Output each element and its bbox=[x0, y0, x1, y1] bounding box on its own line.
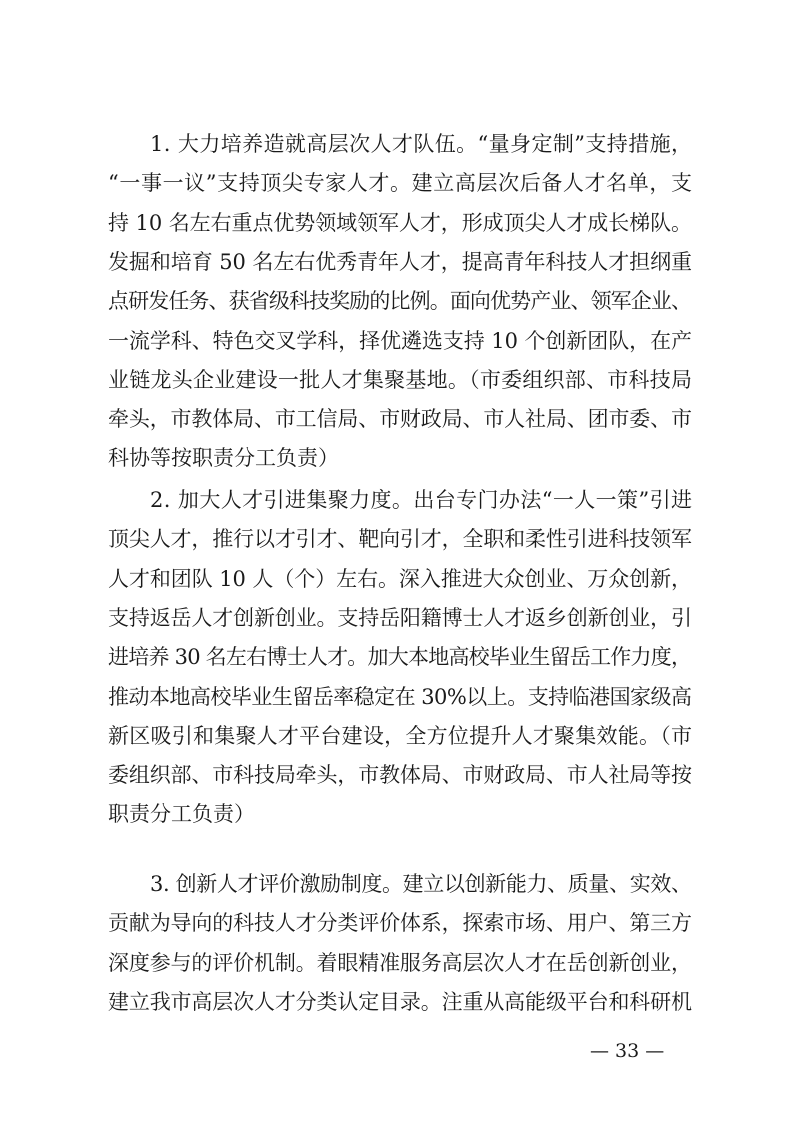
line-text: 支持返岳人才创新创业。支持岳阳籍博士人才返乡创新创业，引 bbox=[108, 605, 692, 630]
line-text: 新区吸引和集聚人才平台建设，全方位提升人才聚集效能。（市 bbox=[108, 723, 693, 748]
line-text: 委组织部、市科技局牵头，市教体局、市财政局、市人社局等按 bbox=[108, 763, 692, 788]
line-text: “一事一议”支持顶尖专家人才。建立高层次后备人才名单，支 bbox=[108, 171, 693, 196]
paragraph-2-line bbox=[0, 718, 793, 754]
paragraph-1-line bbox=[0, 440, 793, 476]
paragraph-1-line bbox=[0, 362, 793, 398]
paragraph-3-line bbox=[0, 984, 793, 1020]
paragraph-1-line bbox=[0, 126, 793, 162]
paragraph-2-line bbox=[0, 521, 793, 557]
paragraph-3-line bbox=[0, 866, 793, 902]
paragraph-2-line bbox=[0, 639, 793, 675]
paragraph-2-line bbox=[0, 796, 793, 832]
line-text: 职责分工负责） bbox=[108, 802, 255, 827]
paragraph-1-line bbox=[0, 401, 793, 437]
line-text: 贡献为导向的科技人才分类评价体系，探索市场、用户、第三方 bbox=[108, 911, 692, 936]
paragraph-1-line bbox=[0, 323, 793, 359]
line-text: 1. 大力培养造就高层次人才队伍。“量身定制”支持措施， bbox=[150, 132, 693, 156]
line-text: 科协等按职责分工负责） bbox=[108, 446, 339, 471]
line-text: 顶尖人才，推行以才引才、靶向引才，全职和柔性引进科技领军 bbox=[108, 527, 692, 552]
paragraph-2-line bbox=[0, 561, 793, 597]
line-text: 建立我市高层次人才分类认定目录。注重从高能级平台和科研机 bbox=[108, 989, 692, 1014]
paragraph-3-line bbox=[0, 905, 793, 941]
line-text: 点研发任务、获省级科技奖励的比例。面向优势产业、领军企业、 bbox=[108, 289, 692, 314]
paragraph-2-line bbox=[0, 600, 793, 636]
paragraph-1-line bbox=[0, 165, 793, 201]
paragraph-2-line bbox=[0, 482, 793, 518]
line-text: 推动本地高校毕业生留岳率稳定在 30%以上。支持临港国家级高 bbox=[108, 684, 692, 709]
paragraph-3-line bbox=[0, 945, 793, 981]
line-text: 业链龙头企业建设一批人才集聚基地。（市委组织部、市科技局 bbox=[108, 367, 693, 392]
line-text: 一流学科、特色交叉学科，择优遴选支持 10 个创新团队，在产 bbox=[108, 328, 692, 353]
paragraph-1-line bbox=[0, 205, 793, 241]
line-text: 发掘和培育 50 名左右优秀青年人才，提高青年科技人才担纲重 bbox=[108, 249, 692, 274]
line-text: 人才和团队 10 人（个）左右。深入推进大众创业、万众创新， bbox=[108, 566, 692, 591]
paragraph-1-line bbox=[0, 244, 793, 280]
line-text: 2. 加大人才引进集聚力度。出台专门办法“一人一策”引进 bbox=[150, 488, 693, 512]
line-text: 深度参与的评价机制。着眼精准服务高层次人才在岳创新创业， bbox=[108, 950, 692, 975]
paragraph-2-line bbox=[0, 679, 793, 715]
line-text: 3. 创新人才评价激励制度。建立以创新能力、质量、实效、 bbox=[150, 872, 692, 896]
paragraph-2-line bbox=[0, 757, 793, 793]
line-text: 持 10 名左右重点优势领域领军人才，形成顶尖人才成长梯队。 bbox=[108, 210, 692, 235]
line-text: 进培养 30 名左右博士人才。加大本地高校毕业生留岳工作力度， bbox=[108, 645, 692, 670]
line-text: 牵头，市教体局、市工信局、市财政局、市人社局、团市委、市 bbox=[108, 407, 692, 432]
paragraph-1-line bbox=[0, 283, 793, 319]
page-number: — 33 — bbox=[590, 1040, 665, 1062]
